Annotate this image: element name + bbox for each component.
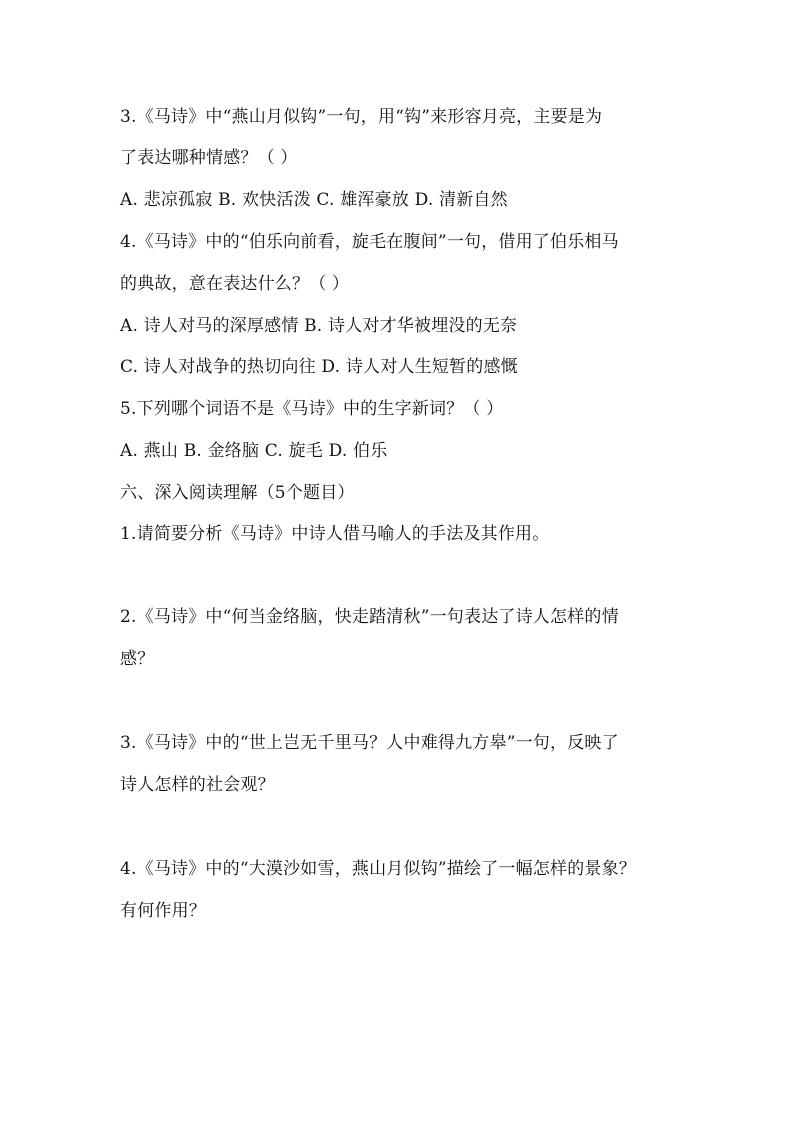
question-4-options-cd: C. 诗人对战争的热切向往 D. 诗人对人生短暂的感慨 <box>120 357 518 377</box>
question-4-options-ab: A. 诗人对马的深厚感情 B. 诗人对才华被埋没的无奈 <box>120 316 518 336</box>
question-3-line-1: 3.《马诗》中“燕山月似钩”一句，用“钩”来形容月亮，主要是为 <box>120 107 603 127</box>
question-4-line-1: 4.《马诗》中的“伯乐向前看，旋毛在腹间”一句，借用了伯乐相马 <box>120 232 619 252</box>
question-3-line-2: 了表达哪种情感？（ ） <box>120 148 298 168</box>
reading-question-4-line-2: 有何作用？ <box>120 901 206 921</box>
reading-question-2-line-1: 2.《马诗》中“何当金络脑，快走踏清秋”一句表达了诗人怎样的情 <box>120 607 619 627</box>
reading-question-3-line-2: 诗人怎样的社会观？ <box>120 775 275 795</box>
question-5-options: A. 燕山 B. 金络脑 C. 旋毛 D. 伯乐 <box>120 441 388 461</box>
reading-question-2-line-2: 感？ <box>120 649 155 669</box>
section-6-heading: 六、深入阅读理解（5个题目） <box>120 483 355 503</box>
reading-question-4-line-1: 4.《马诗》中的“大漠沙如雪，燕山月似钩”描绘了一幅怎样的景象？ <box>120 859 637 879</box>
question-3-options: A. 悲凉孤寂 B. 欢快活泼 C. 雄浑豪放 D. 清新自然 <box>120 190 508 210</box>
question-5-line: 5.下列哪个词语不是《马诗》中的生字新词？（ ） <box>120 399 504 419</box>
question-4-line-2: 的典故，意在表达什么？（ ） <box>120 274 350 294</box>
reading-question-1: 1.请简要分析《马诗》中诗人借马喻人的手法及其作用。 <box>120 524 550 544</box>
reading-question-3-line-1: 3.《马诗》中的“世上岂无千里马？人中难得九方皋”一句，反映了 <box>120 733 619 753</box>
